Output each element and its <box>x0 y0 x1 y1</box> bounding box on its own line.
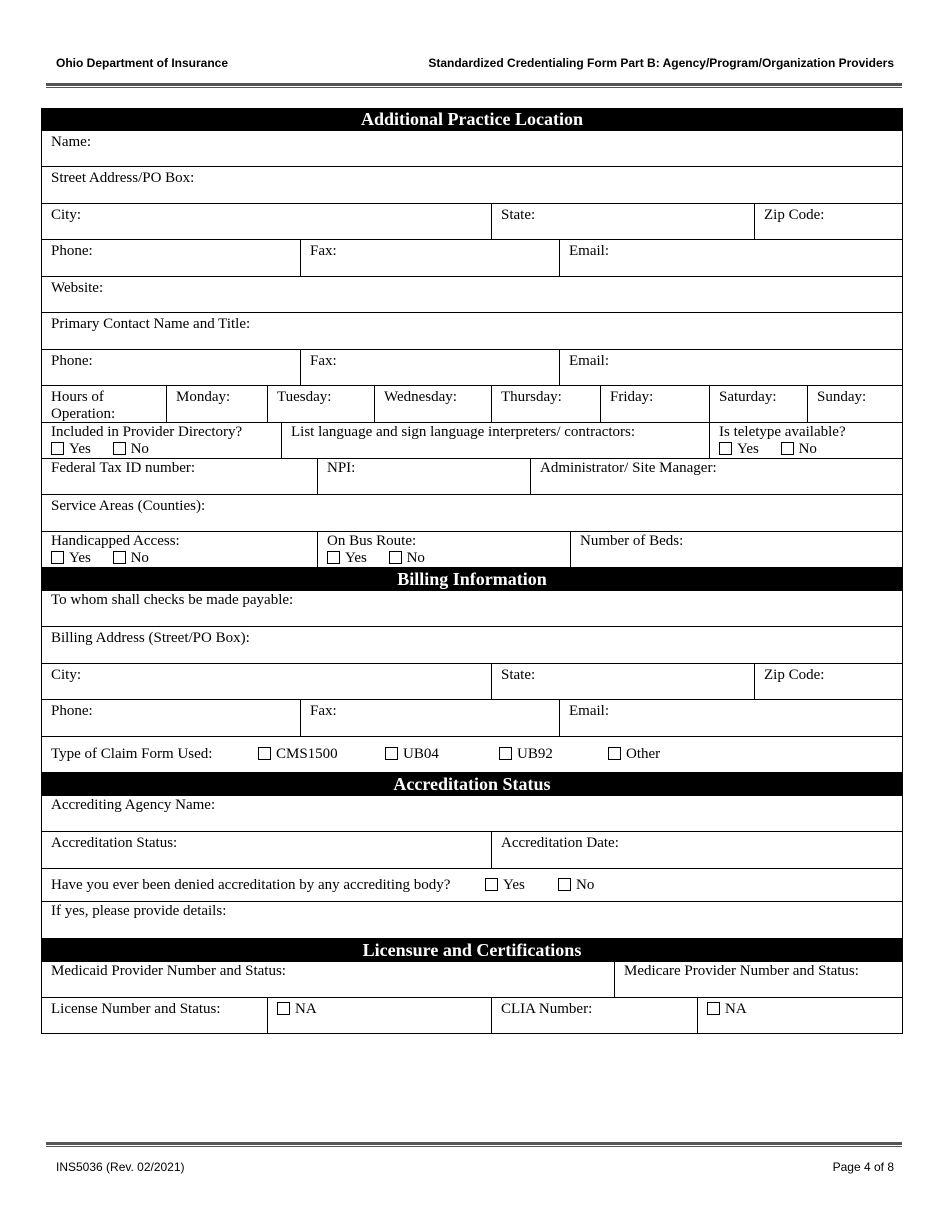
header-agency: Ohio Department of Insurance <box>56 56 229 70</box>
checkbox-icon[interactable] <box>485 878 498 891</box>
billing-state-field[interactable]: State: <box>492 664 755 699</box>
email-field-2[interactable]: Email: <box>569 353 609 369</box>
checkbox-icon[interactable] <box>51 442 64 455</box>
row-license-clia <box>41 998 903 1034</box>
claim-cms1500-label: CMS1500 <box>276 746 338 762</box>
yes-label: Yes <box>69 550 91 566</box>
city-field[interactable]: City: <box>42 204 492 239</box>
directory-no-option[interactable] <box>113 441 149 458</box>
teletype-no-option[interactable] <box>781 441 817 458</box>
row-phone-fax-email <box>41 240 903 277</box>
friday-field[interactable]: Friday: <box>601 386 710 422</box>
row-street <box>41 167 903 204</box>
row-directory <box>41 423 903 459</box>
directory-cell <box>42 423 282 458</box>
checkbox-icon[interactable] <box>707 1002 720 1015</box>
billing-zip-field[interactable]: Zip Code: <box>764 667 825 683</box>
zip-field[interactable]: Zip Code: <box>764 207 825 223</box>
email-field[interactable]: Email: <box>569 243 609 259</box>
administrator-field[interactable]: Administrator/ Site Manager: <box>540 460 717 476</box>
denied-label: Have you ever been denied accreditation by any accrediting body? <box>51 876 451 893</box>
footer-rule <box>46 1142 902 1147</box>
row-contact <box>41 313 903 350</box>
row-phone-fax-email-2 <box>41 350 903 386</box>
checkbox-icon[interactable] <box>258 747 271 760</box>
website-field[interactable]: Website: <box>51 280 104 296</box>
teletype-yes-option[interactable] <box>719 441 759 458</box>
medicare-field[interactable]: Medicare Provider Number and Status: <box>624 963 859 979</box>
row-city-state-zip <box>41 204 903 240</box>
hours-label-line2: Operation: <box>51 406 116 422</box>
phone-field-2[interactable]: Phone: <box>42 350 301 385</box>
denied-details-field[interactable]: If yes, please provide details: <box>51 903 227 919</box>
row-medicaid-medicare <box>41 962 903 998</box>
claim-ub92-label: UB92 <box>517 746 553 762</box>
no-label: No <box>130 441 149 457</box>
denied-no-label: No <box>576 876 595 893</box>
fax-field-2[interactable]: Fax: <box>301 350 560 385</box>
header-form-title: Standardized Credentialing Form Part B: Agency/Program/Organization Providers <box>428 56 894 70</box>
checkbox-icon[interactable] <box>719 442 732 455</box>
bus-route-cell <box>318 532 571 567</box>
row-billing-address <box>41 627 903 664</box>
claim-form-cell <box>42 737 902 772</box>
no-label: No <box>130 550 149 566</box>
row-name <box>41 131 903 167</box>
section-title-accreditation: Accreditation Status <box>41 773 903 796</box>
billing-email-field[interactable]: Email: <box>569 703 609 719</box>
license-field[interactable]: License Number and Status: <box>42 998 268 1033</box>
row-hours <box>41 386 903 423</box>
npi-field[interactable]: NPI: <box>318 459 531 494</box>
row-claim-form <box>41 737 903 773</box>
row-denied <box>41 869 903 902</box>
denied-yes-label: Yes <box>503 876 525 893</box>
checkbox-icon[interactable] <box>277 1002 290 1015</box>
clia-na-option[interactable] <box>698 998 902 1033</box>
row-website <box>41 277 903 313</box>
bus-no-option[interactable] <box>389 550 425 567</box>
handicapped-no-option[interactable] <box>113 550 149 567</box>
name-field[interactable]: Name: <box>51 134 91 150</box>
denied-no-option[interactable] <box>558 877 594 894</box>
teletype-cell <box>710 423 902 458</box>
state-field[interactable]: State: <box>492 204 755 239</box>
fax-field[interactable]: Fax: <box>301 240 560 276</box>
row-access-bus-beds <box>41 532 903 568</box>
denied-yes-option[interactable] <box>485 877 558 894</box>
checkbox-icon[interactable] <box>113 442 126 455</box>
hours-label <box>42 386 167 422</box>
billing-fax-field[interactable]: Fax: <box>301 700 560 736</box>
claim-ub92-option[interactable] <box>499 746 608 763</box>
languages-field[interactable]: List language and sign language interpreters/ contractors: <box>282 423 710 458</box>
yes-label: Yes <box>345 550 367 566</box>
checkbox-icon[interactable] <box>51 551 64 564</box>
claim-cms1500-option[interactable] <box>258 746 385 763</box>
no-label: No <box>798 441 817 457</box>
medicaid-field[interactable]: Medicaid Provider Number and Status: <box>42 962 615 997</box>
handicapped-label: Handicapped Access: <box>51 533 180 549</box>
row-accreditation-status <box>41 832 903 869</box>
billing-phone-field[interactable]: Phone: <box>42 700 301 736</box>
yes-label: Yes <box>737 441 759 457</box>
checkbox-icon[interactable] <box>327 551 340 564</box>
row-tax-npi-admin <box>41 459 903 495</box>
bus-route-label: On Bus Route: <box>327 533 417 549</box>
clia-field[interactable]: CLIA Number: <box>492 998 698 1033</box>
claim-other-option[interactable] <box>608 746 660 763</box>
row-details <box>41 902 903 939</box>
primary-contact-field[interactable]: Primary Contact Name and Title: <box>51 316 251 332</box>
section-title-billing: Billing Information <box>41 568 903 591</box>
accreditation-status-field[interactable]: Accreditation Status: <box>42 832 492 868</box>
bus-yes-option[interactable] <box>327 550 367 567</box>
checkbox-icon[interactable] <box>499 747 512 760</box>
footer-form-id: INS5036 (Rev. 02/2021) <box>56 1160 185 1174</box>
directory-label: Included in Provider Directory? <box>51 424 243 440</box>
header-rule <box>46 83 902 88</box>
credentialing-form <box>41 108 903 1034</box>
monday-field[interactable]: Monday: <box>167 386 268 422</box>
denied-cell <box>42 869 902 901</box>
payable-field[interactable]: To whom shall checks be made payable: <box>51 592 294 608</box>
license-na-option[interactable] <box>268 998 492 1033</box>
accreditation-date-field[interactable]: Accreditation Date: <box>501 835 619 851</box>
accrediting-agency-field[interactable]: Accrediting Agency Name: <box>51 797 216 813</box>
street-address-field[interactable]: Street Address/PO Box: <box>51 170 195 186</box>
checkbox-icon[interactable] <box>781 442 794 455</box>
row-payable <box>41 591 903 627</box>
billing-address-field[interactable]: Billing Address (Street/PO Box): <box>51 630 250 646</box>
billing-city-field[interactable]: City: <box>42 664 492 699</box>
beds-field[interactable]: Number of Beds: <box>580 533 684 549</box>
directory-yes-option[interactable] <box>51 441 91 458</box>
claim-ub04-option[interactable] <box>385 746 499 763</box>
checkbox-icon[interactable] <box>389 551 402 564</box>
section-title-licensure: Licensure and Certifications <box>41 939 903 962</box>
row-agency <box>41 796 903 832</box>
no-label: No <box>406 550 425 566</box>
checkbox-icon[interactable] <box>385 747 398 760</box>
checkbox-icon[interactable] <box>608 747 621 760</box>
row-billing-phone <box>41 700 903 737</box>
sunday-field[interactable]: Sunday: <box>817 389 867 405</box>
tuesday-field[interactable]: Tuesday: <box>268 386 375 422</box>
handicapped-yes-option[interactable] <box>51 550 91 567</box>
claim-other-label: Other <box>626 746 661 762</box>
teletype-label: Is teletype available? <box>719 424 846 440</box>
claim-form-label: Type of Claim Form Used: <box>51 746 213 762</box>
checkbox-icon[interactable] <box>558 878 571 891</box>
handicapped-cell <box>42 532 318 567</box>
claim-ub04-label: UB04 <box>403 746 439 762</box>
hours-label-line1: Hours of <box>51 389 104 405</box>
footer-page-number: Page 4 of 8 <box>832 1160 894 1174</box>
license-na-label: NA <box>295 1001 317 1017</box>
clia-na-label: NA <box>725 1001 747 1017</box>
tax-id-field[interactable]: Federal Tax ID number: <box>42 459 318 494</box>
thursday-field[interactable]: Thursday: <box>492 386 601 422</box>
checkbox-icon[interactable] <box>113 551 126 564</box>
service-areas-field[interactable]: Service Areas (Counties): <box>51 498 206 514</box>
section-title-practice: Additional Practice Location <box>41 108 903 131</box>
row-billing-city <box>41 664 903 700</box>
phone-field[interactable]: Phone: <box>42 240 301 276</box>
row-service-areas <box>41 495 903 532</box>
yes-label: Yes <box>69 441 91 457</box>
saturday-field[interactable]: Saturday: <box>710 386 808 422</box>
wednesday-field[interactable]: Wednesday: <box>375 386 492 422</box>
